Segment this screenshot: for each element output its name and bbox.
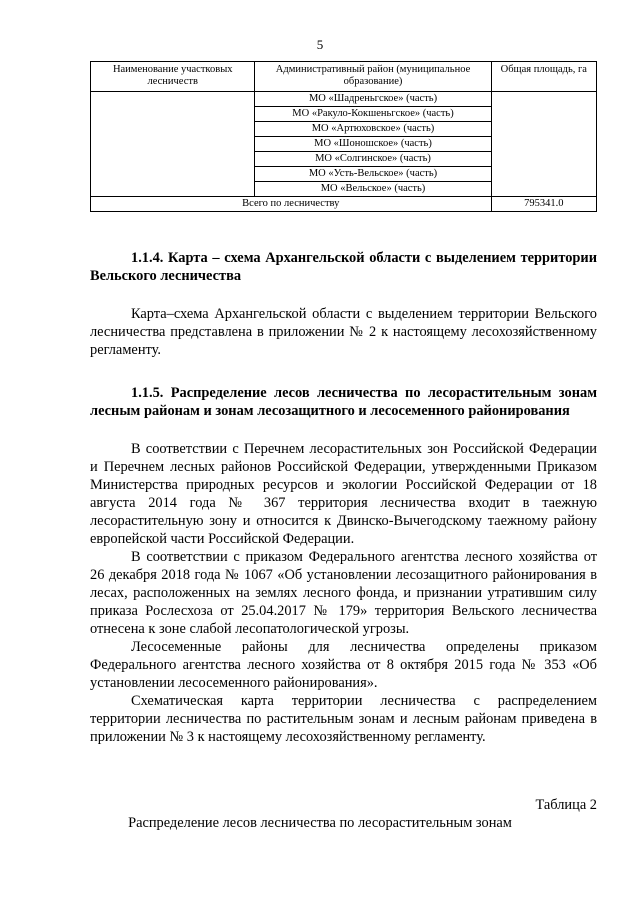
total-value: 795341.0: [491, 197, 596, 212]
district-cell: МО «Ракуло-Кокшеньгское» (часть): [255, 107, 491, 122]
total-label: Всего по лесничеству: [91, 197, 492, 212]
district-cell: МО «Шоношское» (часть): [255, 137, 491, 152]
section-1-1-5-body: [90, 440, 597, 746]
district-cell: МО «Усть-Вельское» (часть): [255, 167, 491, 182]
paragraph: Лесосеменные районы для лесничества определены приказом Федерального агентства лесного хозяйства от 8 октября 2015 года № 353 «Об установлении лесосеменного районирования».: [90, 639, 597, 691]
page-number: 5: [316, 37, 324, 52]
table-row: [91, 92, 597, 107]
header-forestry-name: Наименование участковых лесничеств: [91, 62, 255, 92]
paragraph: В соответствии с приказом Федерального агентства лесного хозяйства от 26 декабря 2018 года № 1067 «Об установлении лесозащитного районирования в лесах, расположенных на землях лесного фонда, и признании утратившим силу приказа Рослесхоза от 25.04.2017 № 179» территория Вельского лесничества отнесена к зоне слабой лесопатологической угрозы.: [90, 549, 597, 637]
table-total-row: [91, 197, 597, 212]
district-cell: МО «Шадреньгское» (часть): [255, 92, 491, 107]
header-total-area: Общая площадь, га: [491, 62, 596, 92]
district-cell: МО «Солгинское» (часть): [255, 152, 491, 167]
table-header-row: [91, 62, 597, 92]
district-cell: МО «Вельское» (часть): [255, 182, 491, 197]
section-1-1-5-heading: 1.1.5. Распределение лесов лесничества по лесорастительным зонам лесным районам и зонам лесозащитного и лесосеменного районирования: [90, 385, 597, 419]
forestry-name-cell: [91, 92, 255, 197]
area-cell: [491, 92, 596, 197]
section-1-1-4-text: Карта–схема Архангельской области с выделением территории Вельского лесничества представлена в приложении № 2 к настоящему лесохозяйственному регламенту.: [90, 306, 597, 358]
paragraph: В соответствии с Перечнем лесорастительных зон Российской Федерации и Перечнем лесных районов Российской Федерации, утвержденными Приказом Министерства природных ресурсов и экологии Российской Федерации от 18 августа 2014 года № 367 территория лесничества входит в таежную лесорастительную зону и относится к Двинско-Вычегодскому таежному району европейской части Российской Федерации.: [90, 441, 597, 547]
district-cell: МО «Артюховское» (часть): [255, 122, 491, 137]
header-admin-district: Административный район (муниципальное образование): [255, 62, 491, 92]
table-2-label: Таблица 2: [535, 797, 597, 813]
section-1-1-4-heading: 1.1.4. Карта – схема Архангельской области с выделением территории Вельского лесничества: [90, 250, 597, 284]
forestry-area-table: [90, 61, 597, 212]
table-2-caption: Распределение лесов лесничества по лесорастительным зонам: [128, 815, 512, 831]
paragraph: Схематическая карта территории лесничества с распределением территории лесничества по растительным зонам и лесным районам приведена в приложении № 3 к настоящему лесохозяйственному регламенту.: [90, 693, 597, 745]
